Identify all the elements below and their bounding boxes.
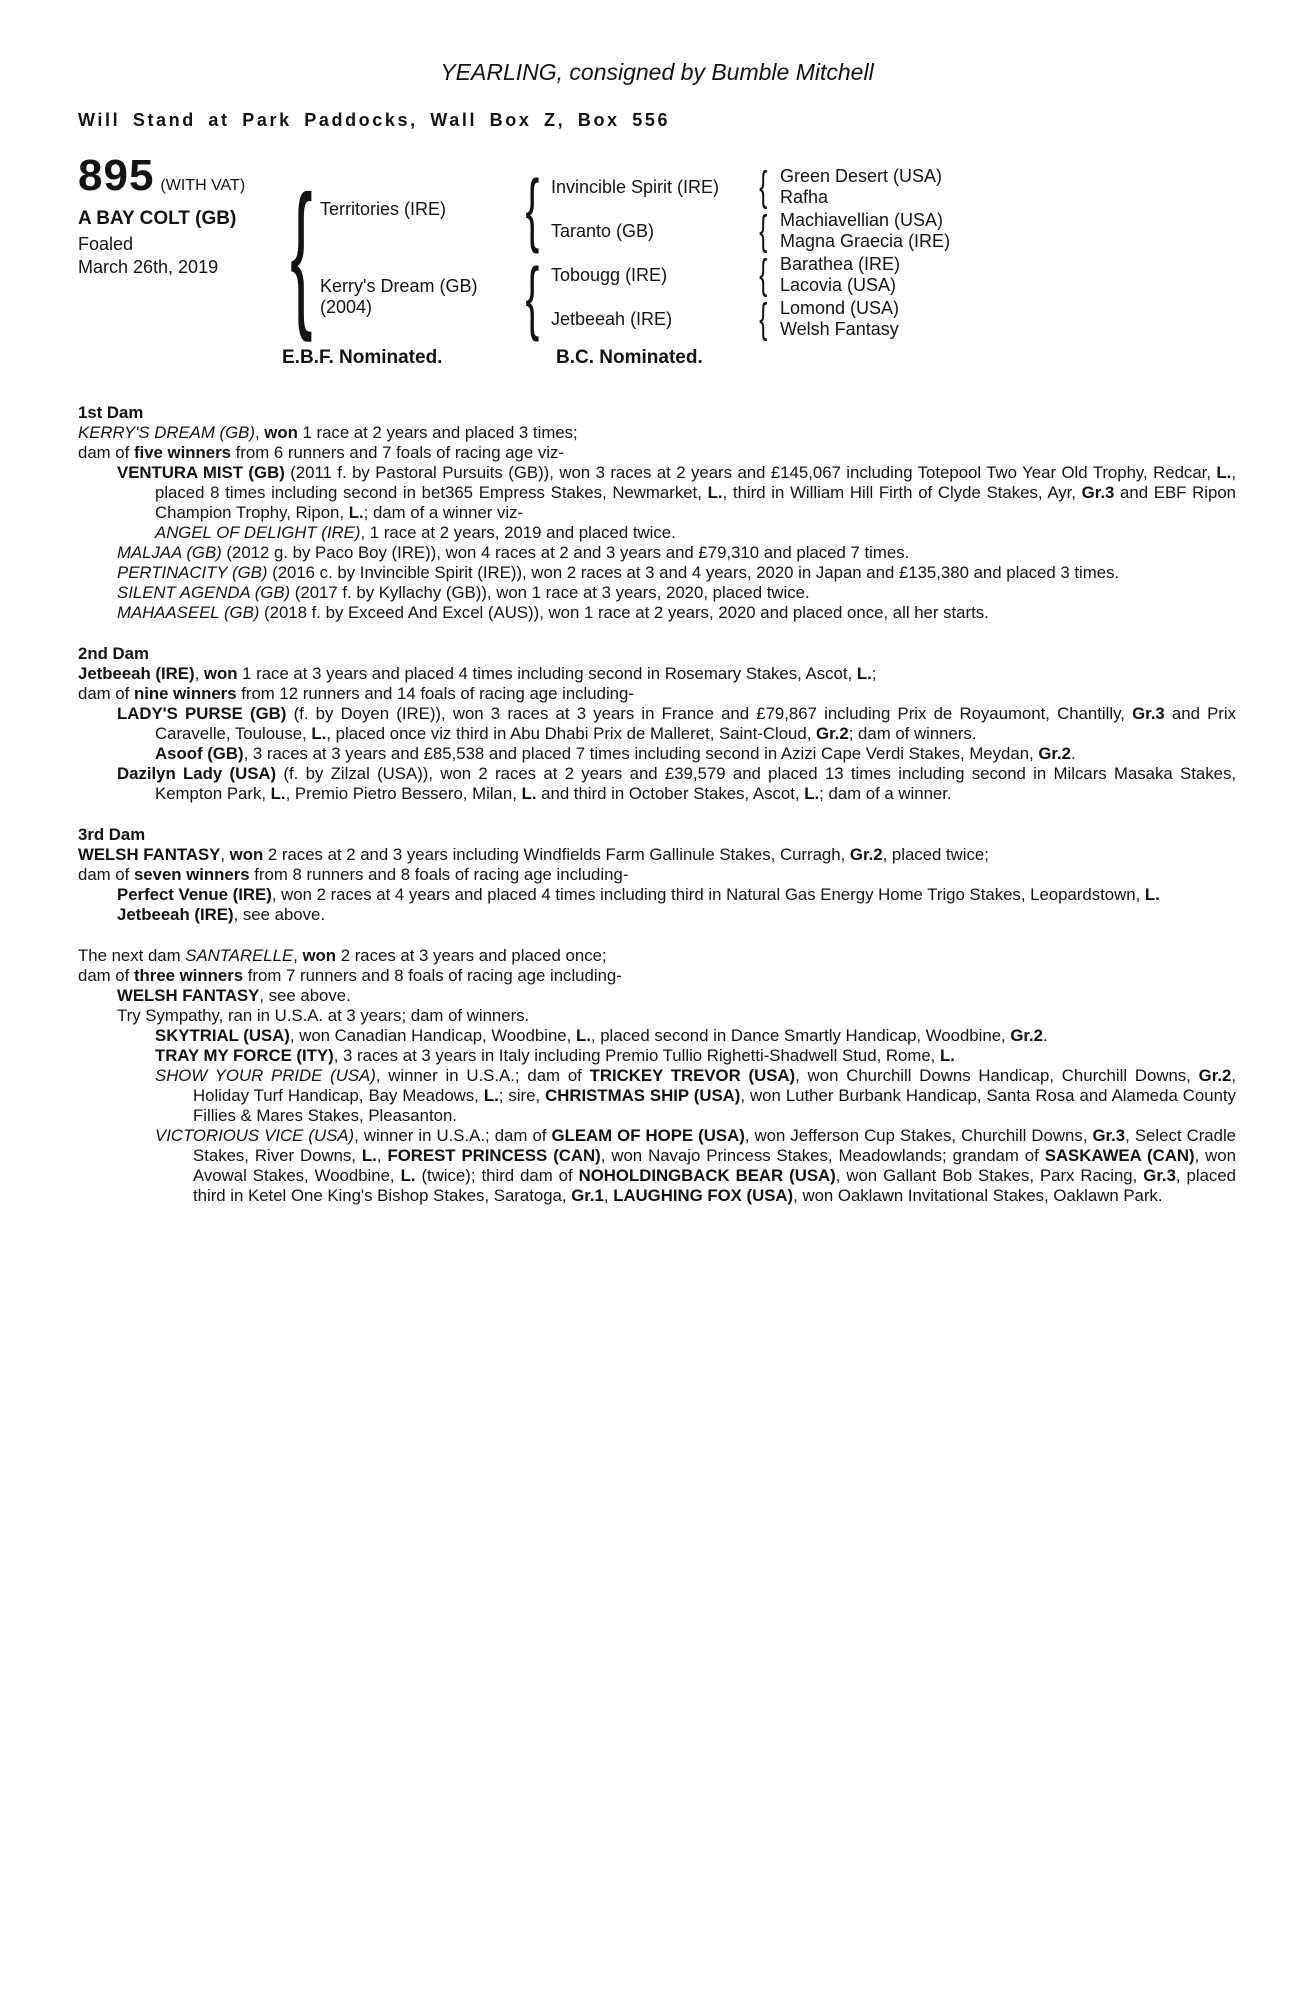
text-run: three winners — [133, 966, 244, 985]
text-run: and Prix Caravelle, Toulouse, — [155, 704, 1236, 743]
lot-vat: (WITH VAT) — [160, 177, 246, 194]
text-run: , — [220, 845, 230, 864]
text-run: (2011 f. by Pastoral Pursuits (GB)), won 3 races at 2 years and £145,067 including Totepool Two Year Old Trophy, Redcar, — [284, 463, 1217, 482]
consignor-line: YEARLING, consigned by Bumble Mitchell — [440, 59, 874, 85]
text-run: , won Avowal Stakes, Woodbine, — [193, 1146, 1236, 1185]
text-run: 2 races at 2 and 3 years including Windfields Farm Gallinule Stakes, Curragh, — [263, 845, 850, 864]
gen3-name: Welsh Fantasy — [780, 319, 899, 339]
paragraph — [78, 986, 1236, 1006]
paragraph — [78, 885, 1236, 905]
paragraph — [78, 1066, 1236, 1126]
text-run: ; sire, — [498, 1086, 546, 1105]
text-run: L. — [575, 1026, 591, 1045]
gen3-pair — [776, 209, 1236, 253]
gen3-name: Green Desert (USA) — [780, 166, 943, 186]
sire-name: Territories (IRE) — [320, 198, 447, 219]
text-run: , placed 8 times including second in bet365 Empress Stakes, Newmarket, — [155, 463, 1236, 502]
text-run: Asoof (GB) — [155, 744, 244, 763]
dam-sire-name: Tobougg (IRE) — [551, 264, 668, 285]
text-run: dam of — [78, 865, 134, 884]
lot-number: 895 — [78, 151, 155, 200]
text-run: L. — [940, 1046, 955, 1065]
text-run: ; dam of winners. — [848, 724, 977, 743]
text-run: Gr.2 — [1010, 1026, 1044, 1045]
brace-column-gen2 — [519, 165, 545, 341]
paragraph — [78, 744, 1236, 764]
paragraph — [78, 684, 1236, 704]
brace-icon: { — [525, 251, 539, 343]
text-run: L. — [1216, 463, 1232, 482]
paragraph — [78, 463, 1236, 523]
text-run: , 1 race at 2 years, 2019 and placed twice. — [360, 523, 676, 542]
text-run: from 8 runners and 8 foals of racing age including- — [249, 865, 629, 884]
paragraph — [78, 664, 1236, 684]
text-run: L. — [311, 724, 327, 743]
text-run: and EBF Ripon Champion Trophy, Ripon, — [155, 483, 1236, 522]
lot-number-row — [78, 151, 288, 200]
text-run: , — [603, 1186, 614, 1205]
lot-description: A BAY COLT (GB) — [78, 208, 237, 229]
text-run: , won Jefferson Cup Stakes, Churchill Downs, — [744, 1126, 1093, 1145]
text-run: WELSH FANTASY — [117, 986, 260, 1005]
foaled-label: Foaled — [78, 234, 134, 254]
brace-icon: { — [525, 163, 539, 255]
text-run: L. — [1144, 885, 1160, 904]
text-run: nine winners — [133, 684, 237, 703]
text-run: , see above. — [233, 905, 326, 924]
dam-name: Kerry's Dream (GB) — [320, 276, 478, 296]
text-run: , won Gallant Bob Stakes, Parx Racing, — [835, 1166, 1144, 1185]
gen3-name: Barathea (IRE) — [780, 254, 901, 274]
paragraph — [78, 563, 1236, 583]
text-run: five winners — [133, 443, 231, 462]
text-run: SILENT AGENDA (GB) — [117, 583, 291, 602]
paragraph — [78, 704, 1236, 744]
text-run: NOHOLDINGBACK BEAR (USA) — [578, 1166, 836, 1185]
text-run: (2016 c. by Invincible Spirit (IRE)), won 2 races at 3 and 4 years, 2020 in Japan and £135,380 and placed 3 times. — [267, 563, 1120, 582]
text-run: 1 race at 2 years and placed 3 times; — [297, 423, 578, 442]
text-run: Jetbeeah (IRE) — [117, 905, 234, 924]
text-run: Dazilyn Lady (USA) — [117, 764, 277, 783]
text-run: KERRY'S DREAM (GB) — [78, 423, 255, 442]
text-run: (2012 g. by Paco Boy (IRE)), won 4 races at 2 and 3 years and £79,310 and placed 7 times. — [221, 543, 910, 562]
text-run: ; dam of a winner. — [819, 784, 952, 803]
text-run: , Holiday Turf Handicap, Bay Meadows, — [193, 1066, 1236, 1105]
text-run: SASKAWEA (CAN) — [1044, 1146, 1195, 1165]
text-run: ; — [871, 664, 877, 683]
text-run: L. — [361, 1146, 377, 1165]
text-run: L. — [707, 483, 723, 502]
gen3-name: Lomond (USA) — [780, 298, 900, 318]
bc-nominated: B.C. Nominated. — [556, 347, 703, 368]
paragraph — [78, 543, 1236, 563]
text-run: ANGEL OF DELIGHT (IRE) — [155, 523, 361, 542]
text-run: L. — [804, 784, 820, 803]
text-run: , placed second in Dance Smartly Handicap, Woodbine, — [590, 1026, 1011, 1045]
paragraph — [78, 865, 1236, 885]
text-run: (2017 f. by Kyllachy (GB)), won 1 race at 3 years, 2020, placed twice. — [290, 583, 810, 602]
text-run: LADY'S PURSE (GB) — [117, 704, 287, 723]
text-run: GLEAM OF HOPE (USA) — [551, 1126, 745, 1145]
text-run: Gr.3 — [1143, 1166, 1176, 1185]
text-run: , see above. — [259, 986, 351, 1005]
text-run: dam of — [78, 443, 134, 462]
text-run: dam of — [78, 684, 134, 703]
sire-sire-name: Invincible Spirit (IRE) — [551, 176, 720, 197]
brace-icon: { — [758, 251, 768, 298]
pedigree-section — [78, 403, 1236, 623]
text-run: . — [1043, 1026, 1048, 1045]
dam-cell — [314, 253, 519, 341]
text-run: VICTORIOUS VICE (USA) — [155, 1126, 355, 1145]
gen3-name: Rafha — [780, 187, 829, 207]
text-run: , won Churchill Downs Handicap, Churchill Downs, — [795, 1066, 1199, 1085]
text-run: L. — [348, 503, 364, 522]
pedigree-gen1 — [314, 165, 519, 341]
text-run: , placed third in Ketel One King's Bishop Stakes, Saratoga, — [193, 1166, 1236, 1205]
text-run: , Premio Pietro Bessero, Milan, — [285, 784, 522, 803]
text-run: (f. by Zilzal (USA)), won 2 races at 2 years and £39,579 and placed 13 times including second in Milcars Masaka Stakes, Kempton Park, — [155, 764, 1236, 803]
sire-dam-name: Taranto (GB) — [551, 220, 655, 241]
text-run: Try Sympathy, ran in U.S.A. at 3 years; dam of winners. — [117, 1006, 530, 1025]
text-run: Gr.2 — [1198, 1066, 1232, 1085]
text-run: , winner in U.S.A.; dam of — [375, 1066, 590, 1085]
text-run: , 3 races at 3 years and £85,538 and placed 7 times including second in Azizi Cape Verdi Stakes, Meydan, — [243, 744, 1039, 763]
text-run: SANTARELLE — [185, 946, 294, 965]
text-run: , Select Cradle Stakes, River Downs, — [193, 1126, 1237, 1165]
gen3-name: Lacovia (USA) — [780, 275, 897, 295]
nomination-row — [78, 347, 1236, 373]
dam-year: (2004) — [320, 297, 373, 317]
paragraph — [78, 1126, 1236, 1206]
text-run: , third in William Hill Firth of Clyde Stakes, Ayr, — [722, 483, 1082, 502]
text-run: VENTURA MIST (GB) — [117, 463, 285, 482]
text-run: , — [293, 946, 303, 965]
pedigree-section — [78, 644, 1236, 804]
text-run: TRAY MY FORCE (ITY) — [155, 1046, 334, 1065]
text-run: , winner in U.S.A.; dam of — [354, 1126, 552, 1145]
brace-icon: { — [289, 162, 313, 344]
brace-icon: { — [758, 163, 768, 210]
text-run: and third in October Stakes, Ascot, — [536, 784, 805, 803]
text-run: , — [376, 1146, 388, 1165]
paragraph — [78, 423, 1236, 443]
pedigree-table — [78, 151, 1236, 344]
gen3-pair — [776, 165, 1236, 209]
text-run: , 3 races at 3 years in Italy including Premio Tullio Righetti-Shadwell Stud, Rome, — [333, 1046, 940, 1065]
gen3-pair — [776, 297, 1236, 341]
paragraph — [78, 1046, 1236, 1066]
text-run: , placed once viz third in Abu Dhabi Prix de Malleret, Saint-Cloud, — [326, 724, 817, 743]
foaled-date: March 26th, 2019 — [78, 257, 219, 277]
text-run: won — [302, 946, 337, 965]
paragraph — [78, 764, 1236, 804]
text-run: dam of — [78, 966, 134, 985]
catalogue-sections — [78, 403, 1236, 1206]
text-run: Gr.2 — [1038, 744, 1072, 763]
paragraph — [78, 905, 1236, 925]
section-heading: 2nd Dam — [78, 644, 149, 663]
dam-dam-name: Jetbeeah (IRE) — [551, 308, 673, 329]
paragraph — [78, 603, 1236, 623]
text-run: The next dam — [78, 946, 186, 965]
text-run: Gr.3 — [1092, 1126, 1126, 1145]
text-run: FOREST PRINCESS (CAN) — [387, 1146, 601, 1165]
paragraph — [78, 523, 1236, 543]
text-run: MAHAASEEL (GB) — [117, 603, 260, 622]
pedigree-section — [78, 825, 1236, 925]
text-run: , won 2 races at 4 years and placed 4 times including third in Natural Gas Energy Home Trigo Stakes, Leopardstown, — [271, 885, 1145, 904]
text-run: WELSH FANTASY — [78, 845, 221, 864]
brace-icon: { — [758, 295, 768, 342]
text-run: won — [264, 423, 298, 442]
text-run: from 7 runners and 8 foals of racing age including- — [243, 966, 622, 985]
text-run: L. — [270, 784, 286, 803]
text-run: (2018 f. by Exceed And Excel (AUS)), won 1 race at 2 years, 2020 and placed once, all her starts. — [259, 603, 989, 622]
text-run: 2 races at 3 years and placed once; — [336, 946, 607, 965]
pedigree-gen2 — [545, 165, 750, 341]
text-run: L. — [483, 1086, 499, 1105]
sire-cell — [314, 165, 519, 253]
brace-column-gen1 — [288, 162, 314, 344]
paragraph — [78, 946, 1236, 966]
text-run: Gr.3 — [1081, 483, 1115, 502]
text-run: LAUGHING FOX (USA) — [613, 1186, 794, 1205]
paragraph — [78, 1006, 1236, 1026]
text-run: . — [1071, 744, 1076, 763]
text-run: Jetbeeah (IRE) — [78, 664, 195, 683]
text-run: seven winners — [133, 865, 250, 884]
gen3-pair — [776, 253, 1236, 297]
text-run: from 12 runners and 14 foals of racing age including- — [236, 684, 634, 703]
text-run: Gr.2 — [816, 724, 849, 743]
ebf-nominated: E.B.F. Nominated. — [282, 347, 443, 368]
paragraph — [78, 966, 1236, 986]
text-run: Gr.3 — [1132, 704, 1165, 723]
text-run: won — [203, 664, 238, 683]
text-run: SHOW YOUR PRIDE (USA) — [155, 1066, 376, 1085]
brace-icon: { — [758, 207, 768, 254]
pedigree-section — [78, 946, 1236, 1206]
gen3-name: Machiavellian (USA) — [780, 210, 944, 230]
section-heading: 1st Dam — [78, 403, 144, 422]
text-run: , won Navajo Princess Stakes, Meadowlands; grandam of — [600, 1146, 1045, 1165]
text-run: Gr.1 — [571, 1186, 604, 1205]
paragraph — [78, 443, 1236, 463]
paragraph — [78, 583, 1236, 603]
text-run: from 6 runners and 7 foals of racing age viz- — [230, 443, 564, 462]
text-run: , placed twice; — [882, 845, 989, 864]
text-run: (twice); third dam of — [415, 1166, 579, 1185]
paragraph — [78, 845, 1236, 865]
text-run: , — [194, 664, 204, 683]
text-run: , won Canadian Handicap, Woodbine, — [289, 1026, 576, 1045]
text-run: Gr.2 — [849, 845, 883, 864]
paragraph — [78, 1026, 1236, 1046]
stand-location-line: Will Stand at Park Paddocks, Wall Box Z, Box 556 — [78, 110, 671, 130]
text-run: CHRISTMAS SHIP (USA) — [545, 1086, 741, 1105]
text-run: L. — [521, 784, 537, 803]
text-run: Perfect Venue (IRE) — [117, 885, 272, 904]
text-run: TRICKEY TREVOR (USA) — [589, 1066, 796, 1085]
text-run: 1 race at 3 years and placed 4 times including second in Rosemary Stakes, Ascot, — [237, 664, 857, 683]
pedigree-gen3 — [776, 165, 1236, 341]
section-heading: 3rd Dam — [78, 825, 146, 844]
text-run: L. — [856, 664, 872, 683]
text-run: , won Luther Burbank Handicap, Santa Rosa and Alameda County Fillies & Mares Stakes, Pleasanton. — [193, 1086, 1236, 1125]
brace-column-gen3 — [750, 165, 776, 341]
text-run: won — [229, 845, 264, 864]
text-run: MALJAA (GB) — [117, 543, 222, 562]
text-run: , won Oaklawn Invitational Stakes, Oaklawn Park. — [793, 1186, 1163, 1205]
gen3-name: Magna Graecia (IRE) — [780, 231, 951, 251]
text-run: , — [254, 423, 265, 442]
text-run: PERTINACITY (GB) — [117, 563, 268, 582]
text-run: (f. by Doyen (IRE)), won 3 races at 3 years in France and £79,867 including Prix de Royaumont, Chantilly, — [286, 704, 1133, 723]
text-run: SKYTRIAL (USA) — [155, 1026, 290, 1045]
text-run: L. — [400, 1166, 416, 1185]
text-run: ; dam of a winner viz- — [363, 503, 524, 522]
lot-info — [78, 151, 288, 341]
